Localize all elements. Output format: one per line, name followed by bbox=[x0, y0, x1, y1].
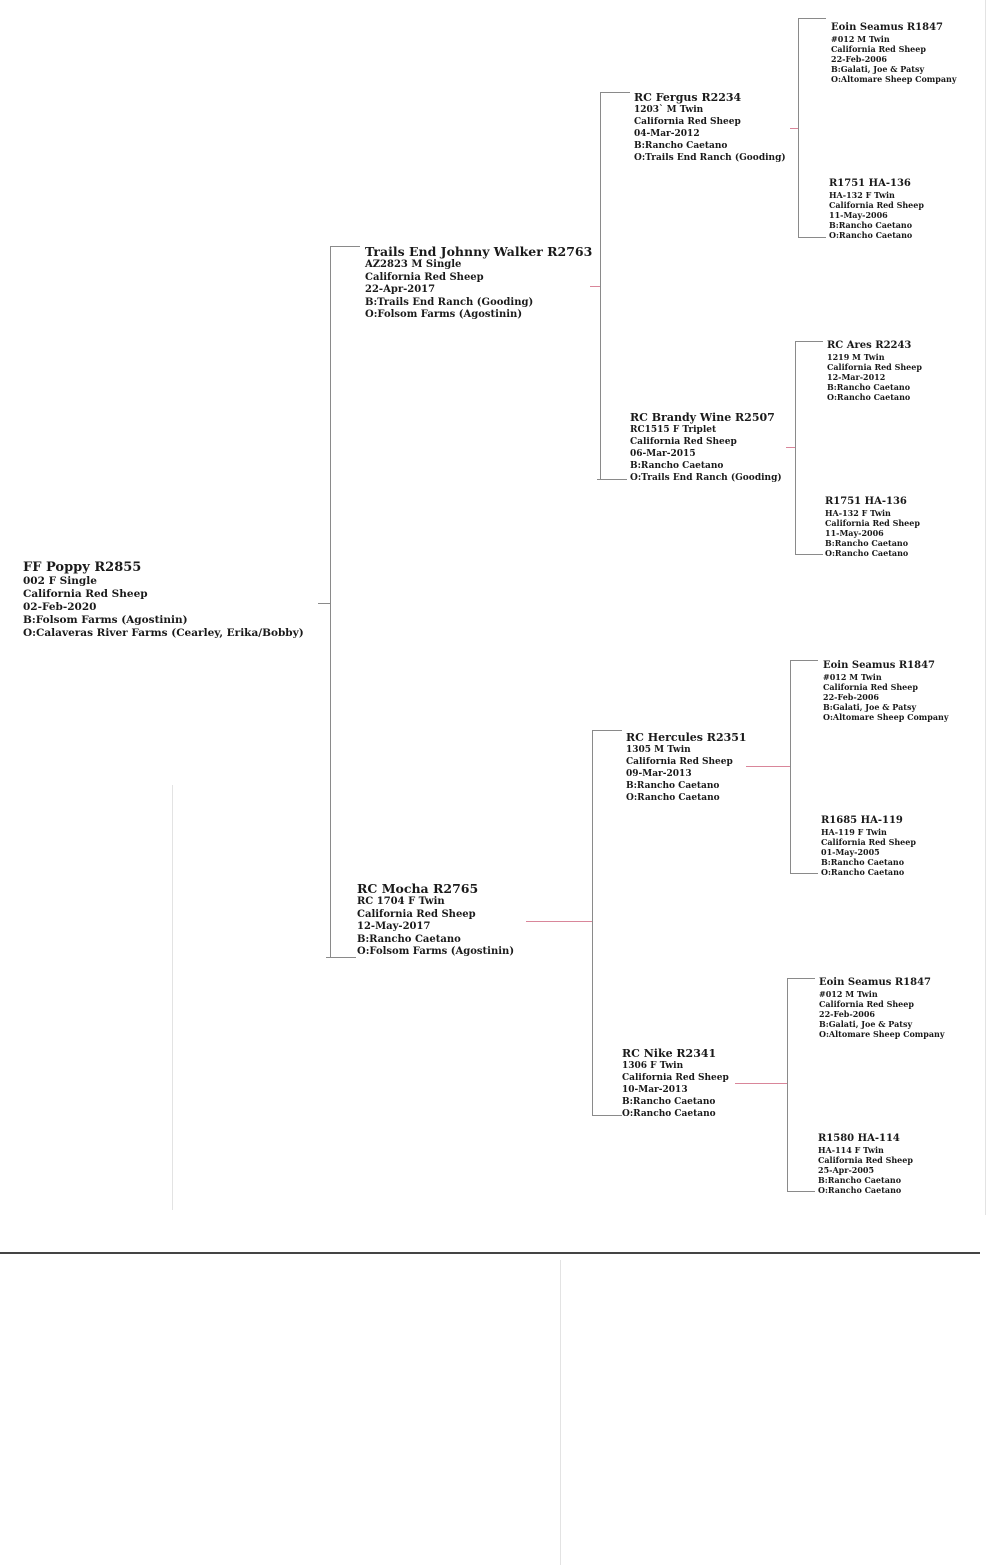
animal-owner: O:Altomare Sheep Company bbox=[831, 74, 957, 84]
animal-name: Trails End Johnny Walker R2763 bbox=[365, 244, 593, 259]
animal-id-sex-birth: HA-119 F Twin bbox=[821, 827, 887, 837]
animal-owner: O:Rancho Caetano bbox=[821, 867, 905, 877]
animal-dob: 22-Feb-2006 bbox=[823, 692, 879, 702]
animal-breed: California Red Sheep bbox=[831, 44, 926, 54]
animal-owner: O:Altomare Sheep Company bbox=[819, 1029, 945, 1039]
animal-breeder: B:Rancho Caetano bbox=[825, 538, 909, 548]
animal-breeder: B:Rancho Caetano bbox=[821, 857, 905, 867]
animal-breed: California Red Sheep bbox=[357, 908, 476, 920]
animal-dob: 22-Feb-2006 bbox=[819, 1009, 875, 1019]
animal-name: RC Hercules R2351 bbox=[626, 731, 747, 744]
animal-dob: 12-Mar-2012 bbox=[827, 372, 886, 382]
animal-dob: 04-Mar-2012 bbox=[634, 129, 700, 139]
sire-dam-entry bbox=[630, 411, 782, 484]
animal-name: R1580 HA-114 bbox=[818, 1133, 900, 1144]
sire-entry bbox=[365, 245, 592, 322]
dam-link bbox=[526, 921, 592, 922]
animal-owner: O:Calaveras River Farms (Cearley, Erika/Bobby) bbox=[23, 627, 304, 639]
animal-id-sex-birth: 1219 M Twin bbox=[827, 352, 885, 362]
brandy-link bbox=[786, 447, 795, 448]
sire-sire-entry bbox=[634, 91, 786, 164]
animal-dob: 12-May-2017 bbox=[357, 921, 431, 932]
sd-dam-tick bbox=[795, 554, 823, 555]
ss-sire-tick bbox=[798, 18, 826, 19]
animal-id-sex-birth: 1306 F Twin bbox=[622, 1061, 684, 1071]
animal-owner: O:Rancho Caetano bbox=[827, 392, 911, 402]
dam-dam-tick bbox=[592, 1115, 622, 1116]
sd-sire-entry bbox=[827, 340, 922, 402]
animal-dob: 01-May-2005 bbox=[821, 847, 880, 857]
animal-owner: O:Rancho Caetano bbox=[626, 793, 720, 803]
animal-breed: California Red Sheep bbox=[622, 1073, 729, 1083]
animal-breed: California Red Sheep bbox=[829, 200, 924, 210]
dd-sire-tick bbox=[787, 978, 815, 979]
nike-link bbox=[735, 1083, 787, 1084]
animal-id-sex-birth: RC 1704 F Twin bbox=[357, 896, 445, 907]
dam-sire-tick bbox=[592, 730, 622, 731]
animal-id-sex-birth: AZ2823 M Single bbox=[365, 259, 462, 270]
dam-entry bbox=[357, 882, 514, 959]
animal-breeder: B:Rancho Caetano bbox=[829, 220, 913, 230]
animal-dob: 22-Apr-2017 bbox=[365, 284, 436, 295]
animal-dob: 25-Apr-2005 bbox=[818, 1165, 875, 1175]
animal-id-sex-birth: RC1515 F Triplet bbox=[630, 425, 717, 435]
animal-breeder: B:Rancho Caetano bbox=[626, 781, 720, 791]
ss-sire-entry bbox=[831, 22, 957, 84]
subject-entry bbox=[23, 560, 304, 640]
animal-breed: California Red Sheep bbox=[634, 117, 741, 127]
ds-bracket bbox=[790, 660, 791, 874]
animal-name: Eoin Seamus R1847 bbox=[831, 22, 944, 33]
dd-bracket bbox=[787, 978, 788, 1192]
sd-bracket bbox=[795, 341, 796, 555]
animal-breeder: B:Galati, Joe & Patsy bbox=[823, 702, 917, 712]
scan-artifact bbox=[172, 785, 173, 1210]
animal-breed: California Red Sheep bbox=[818, 1155, 913, 1165]
sd-sire-tick bbox=[795, 341, 823, 342]
gen1-bracket bbox=[330, 246, 331, 958]
animal-breeder: B:Folsom Farms (Agostinin) bbox=[23, 614, 188, 626]
ds-dam-tick bbox=[790, 873, 818, 874]
animal-name: RC Nike R2341 bbox=[622, 1047, 717, 1060]
animal-dob: 06-Mar-2015 bbox=[630, 449, 696, 459]
animal-owner: O:Rancho Caetano bbox=[829, 230, 913, 240]
dam-tick bbox=[326, 957, 356, 958]
animal-name: RC Ares R2243 bbox=[827, 340, 912, 351]
animal-owner: O:Rancho Caetano bbox=[818, 1185, 902, 1195]
animal-id-sex-birth: HA-114 F Twin bbox=[818, 1145, 884, 1155]
ds-sire-entry bbox=[823, 660, 949, 722]
animal-name: FF Poppy R2855 bbox=[23, 560, 142, 575]
ds-dam-entry bbox=[821, 815, 916, 877]
animal-breed: California Red Sheep bbox=[825, 518, 920, 528]
dam-bracket bbox=[592, 730, 593, 1116]
animal-name: Eoin Seamus R1847 bbox=[823, 660, 936, 671]
animal-owner: O:Trails End Ranch (Gooding) bbox=[630, 473, 782, 483]
animal-breed: California Red Sheep bbox=[626, 757, 733, 767]
hercules-link bbox=[746, 766, 790, 767]
animal-breed: California Red Sheep bbox=[827, 362, 922, 372]
animal-owner: O:Rancho Caetano bbox=[622, 1109, 716, 1119]
animal-id-sex-birth: #012 M Twin bbox=[831, 34, 890, 44]
ss-bracket bbox=[798, 18, 799, 238]
fergus-link bbox=[790, 128, 798, 129]
sire-bracket bbox=[600, 92, 601, 480]
animal-breed: California Red Sheep bbox=[823, 682, 918, 692]
animal-breed: California Red Sheep bbox=[365, 271, 484, 283]
sire-tick bbox=[330, 246, 360, 247]
animal-dob: 09-Mar-2013 bbox=[626, 769, 692, 779]
animal-dob: 11-May-2006 bbox=[825, 528, 884, 538]
animal-breeder: B:Galati, Joe & Patsy bbox=[831, 64, 925, 74]
animal-dob: 10-Mar-2013 bbox=[622, 1085, 688, 1095]
dd-dam-entry bbox=[818, 1133, 913, 1195]
animal-dob: 11-May-2006 bbox=[829, 210, 888, 220]
animal-breed: California Red Sheep bbox=[819, 999, 914, 1009]
animal-breeder: B:Rancho Caetano bbox=[634, 141, 728, 151]
animal-name: RC Mocha R2765 bbox=[357, 881, 479, 896]
animal-name: RC Brandy Wine R2507 bbox=[630, 411, 775, 424]
animal-owner: O:Folsom Farms (Agostinin) bbox=[357, 946, 515, 957]
animal-name: Eoin Seamus R1847 bbox=[819, 977, 932, 988]
animal-owner: O:Rancho Caetano bbox=[825, 548, 909, 558]
animal-id-sex-birth: 1203` M Twin bbox=[634, 105, 704, 115]
sd-dam-entry bbox=[825, 496, 920, 558]
animal-id-sex-birth: HA-132 F Twin bbox=[829, 190, 895, 200]
animal-breeder: B:Rancho Caetano bbox=[630, 461, 724, 471]
animal-breed: California Red Sheep bbox=[821, 837, 916, 847]
animal-breeder: B:Rancho Caetano bbox=[818, 1175, 902, 1185]
animal-breeder: B:Rancho Caetano bbox=[827, 382, 911, 392]
animal-id-sex-birth: HA-132 F Twin bbox=[825, 508, 891, 518]
dd-sire-entry bbox=[819, 977, 945, 1039]
animal-name: R1685 HA-119 bbox=[821, 815, 903, 826]
animal-name: R1751 HA-136 bbox=[829, 178, 911, 189]
animal-dob: 22-Feb-2006 bbox=[831, 54, 887, 64]
animal-id-sex-birth: #012 M Twin bbox=[823, 672, 882, 682]
animal-breed: California Red Sheep bbox=[630, 437, 737, 447]
ds-sire-tick bbox=[790, 660, 818, 661]
sheet-fold-line bbox=[560, 1260, 561, 1565]
animal-owner: O:Folsom Farms (Agostinin) bbox=[365, 309, 523, 320]
sheet-bottom-edge bbox=[0, 1252, 980, 1254]
sire-dam-tick bbox=[597, 479, 627, 480]
sheet-edge bbox=[985, 0, 986, 1215]
subject-link bbox=[318, 603, 330, 604]
ss-dam-entry bbox=[829, 178, 924, 240]
animal-dob: 02-Feb-2020 bbox=[23, 601, 97, 613]
animal-id-sex-birth: #012 M Twin bbox=[819, 989, 878, 999]
animal-breeder: B:Rancho Caetano bbox=[622, 1097, 716, 1107]
animal-name: RC Fergus R2234 bbox=[634, 91, 742, 104]
dam-sire-entry bbox=[626, 731, 747, 804]
dam-dam-entry bbox=[622, 1047, 729, 1120]
animal-id-sex-birth: 1305 M Twin bbox=[626, 745, 691, 755]
animal-breed: California Red Sheep bbox=[23, 588, 148, 600]
animal-name: R1751 HA-136 bbox=[825, 496, 907, 507]
sire-sire-tick bbox=[600, 92, 630, 93]
animal-breeder: B:Rancho Caetano bbox=[357, 933, 461, 945]
animal-owner: O:Trails End Ranch (Gooding) bbox=[634, 153, 786, 163]
animal-owner: O:Altomare Sheep Company bbox=[823, 712, 949, 722]
animal-breeder: B:Trails End Ranch (Gooding) bbox=[365, 296, 534, 308]
animal-breeder: B:Galati, Joe & Patsy bbox=[819, 1019, 913, 1029]
ss-dam-tick bbox=[798, 237, 826, 238]
dd-dam-tick bbox=[787, 1191, 815, 1192]
animal-id-sex-birth: 002 F Single bbox=[23, 575, 97, 587]
